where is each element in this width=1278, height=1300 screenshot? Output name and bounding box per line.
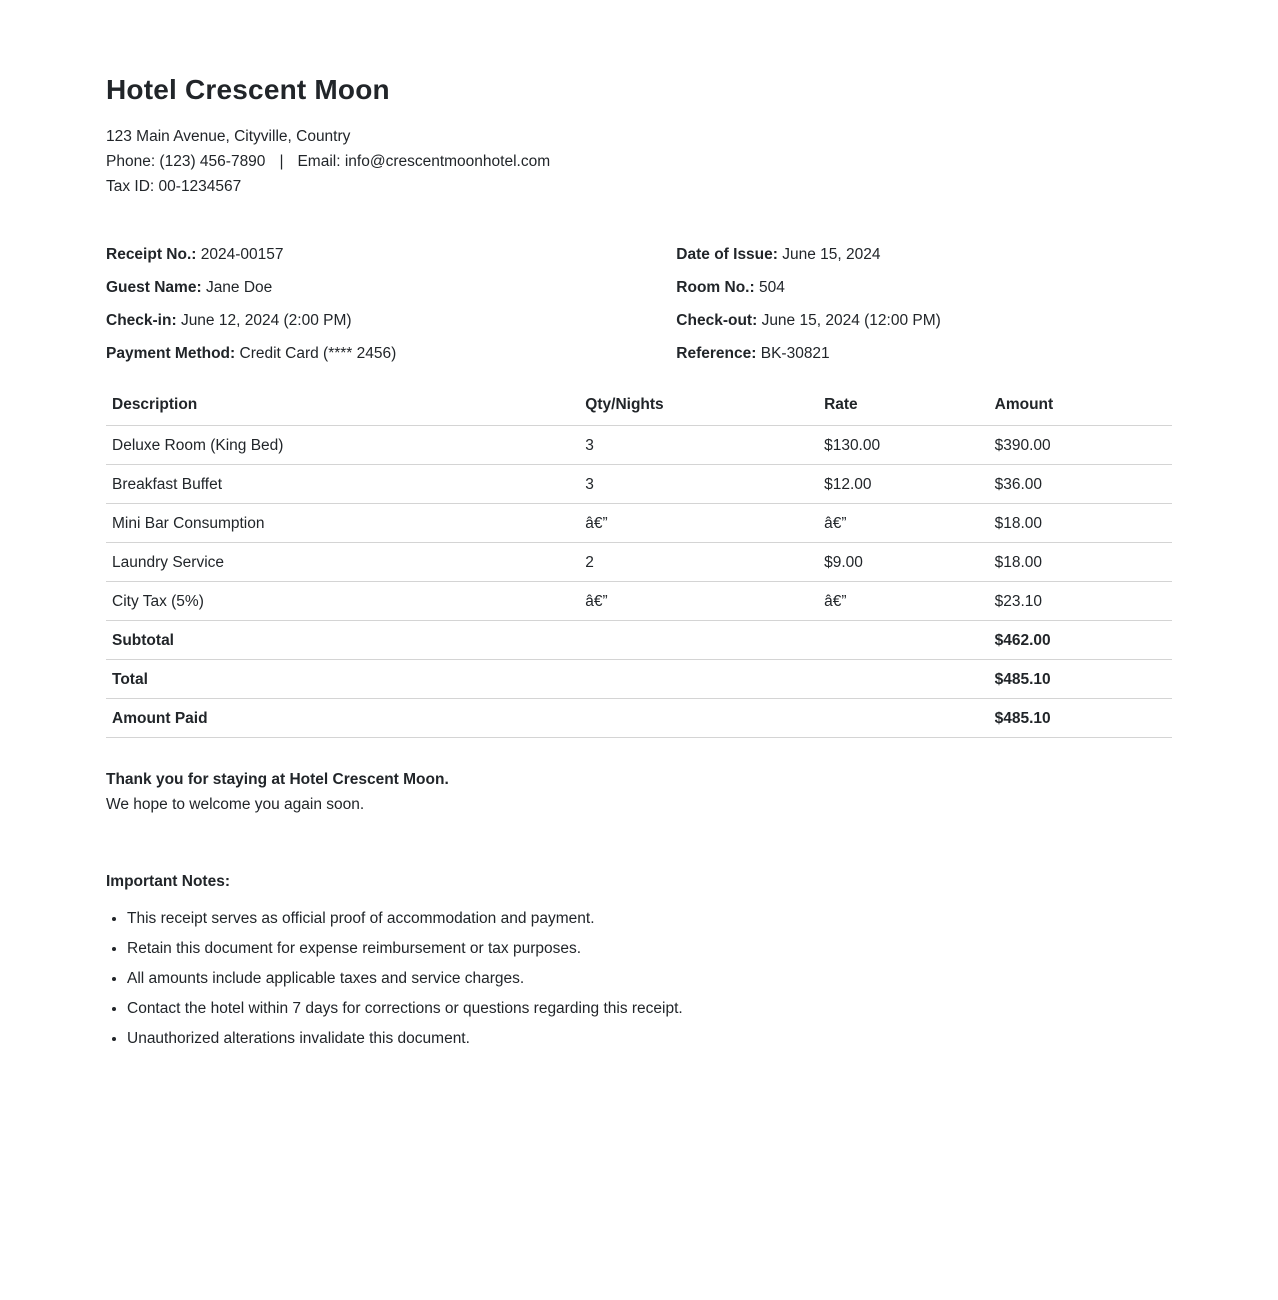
cell-qty: 2 xyxy=(579,543,818,582)
detail-value: June 15, 2024 xyxy=(782,246,881,263)
important-notes-title: Important Notes: xyxy=(106,873,230,890)
hotel-address: 123 Main Avenue, Cityville, Country xyxy=(106,128,351,145)
receipt-details xyxy=(106,245,1172,363)
detail-check-out xyxy=(676,311,1172,330)
amount-paid-row xyxy=(106,699,1172,738)
detail-value: June 15, 2024 (12:00 PM) xyxy=(761,312,941,329)
thank-you-section xyxy=(106,767,1172,817)
cell-amount: $23.10 xyxy=(989,582,1172,621)
cell-description: Mini Bar Consumption xyxy=(106,504,579,543)
cell-rate: $12.00 xyxy=(818,465,989,504)
detail-room-no xyxy=(676,278,1172,297)
detail-label: Check-out: xyxy=(676,312,758,329)
note-item: • Contact the hotel within 7 days for corrections or questions regarding this receipt. xyxy=(127,999,1172,1018)
important-notes-section xyxy=(106,872,1172,1048)
cell-rate: â€” xyxy=(818,582,989,621)
table-row xyxy=(106,426,1172,465)
details-right-column xyxy=(676,245,1172,363)
detail-value: 2024-00157 xyxy=(200,246,284,263)
cell-qty: â€” xyxy=(579,504,818,543)
cell-qty: 3 xyxy=(579,426,818,465)
thank-you-message: Thank you for staying at Hotel Crescent Moon. xyxy=(106,771,449,788)
detail-label: Guest Name: xyxy=(106,279,202,296)
detail-receipt-no xyxy=(106,245,676,264)
detail-value: Credit Card (**** 2456) xyxy=(239,345,397,362)
detail-reference xyxy=(676,344,1172,363)
details-left-column xyxy=(106,245,676,363)
important-notes-list xyxy=(106,909,1172,1048)
column-header-rate: Rate xyxy=(818,389,989,426)
subtotal-label: Subtotal xyxy=(106,621,989,660)
charges-table-body xyxy=(106,426,1172,621)
detail-value: BK-30821 xyxy=(760,345,830,362)
cell-description: Breakfast Buffet xyxy=(106,465,579,504)
welcome-again-message: We hope to welcome you again soon. xyxy=(106,796,365,813)
detail-check-in xyxy=(106,311,676,330)
hotel-email: Email: info@crescentmoonhotel.com xyxy=(297,153,551,170)
detail-value: Jane Doe xyxy=(205,279,273,296)
note-item: • All amounts include applicable taxes and service charges. xyxy=(127,969,1172,988)
hotel-contact-line xyxy=(106,149,1172,174)
charges-table-totals xyxy=(106,621,1172,738)
total-row xyxy=(106,660,1172,699)
hotel-name: Hotel Crescent Moon xyxy=(106,74,390,105)
detail-payment-method xyxy=(106,344,676,363)
cell-qty: 3 xyxy=(579,465,818,504)
column-header-amount: Amount xyxy=(989,389,1172,426)
table-row xyxy=(106,465,1172,504)
cell-amount: $36.00 xyxy=(989,465,1172,504)
contact-separator: | xyxy=(279,153,284,170)
header-row xyxy=(106,389,1172,426)
subtotal-value: $462.00 xyxy=(989,621,1172,660)
column-header-qty-nights: Qty/Nights xyxy=(579,389,818,426)
cell-amount: $18.00 xyxy=(989,504,1172,543)
hotel-phone: Phone: (123) 456-7890 xyxy=(106,153,266,170)
table-row xyxy=(106,582,1172,621)
detail-label: Room No.: xyxy=(676,279,755,296)
note-item: • Unauthorized alterations invalidate this document. xyxy=(127,1029,1172,1048)
cell-amount: $18.00 xyxy=(989,543,1172,582)
note-item: • This receipt serves as official proof of accommodation and payment. xyxy=(127,909,1172,928)
detail-label: Date of Issue: xyxy=(676,246,778,263)
charges-table-header xyxy=(106,389,1172,426)
column-header-description: Description xyxy=(106,389,579,426)
detail-guest-name xyxy=(106,278,676,297)
cell-description: Laundry Service xyxy=(106,543,579,582)
subtotal-row xyxy=(106,621,1172,660)
cell-rate: $9.00 xyxy=(818,543,989,582)
detail-value: 504 xyxy=(758,279,785,296)
table-row xyxy=(106,543,1172,582)
hotel-tax-id: Tax ID: 00-1234567 xyxy=(106,178,242,195)
detail-value: June 12, 2024 (2:00 PM) xyxy=(180,312,352,329)
total-value: $485.10 xyxy=(989,660,1172,699)
note-item: • Retain this document for expense reimbursement or tax purposes. xyxy=(127,939,1172,958)
cell-rate: $130.00 xyxy=(818,426,989,465)
cell-rate: â€” xyxy=(818,504,989,543)
charges-table xyxy=(106,389,1172,738)
cell-description: City Tax (5%) xyxy=(106,582,579,621)
amount-paid-label: Amount Paid xyxy=(106,699,989,738)
cell-description: Deluxe Room (King Bed) xyxy=(106,426,579,465)
total-label: Total xyxy=(106,660,989,699)
detail-label: Receipt No.: xyxy=(106,246,197,263)
detail-label: Check-in: xyxy=(106,312,177,329)
cell-qty: â€” xyxy=(579,582,818,621)
hotel-meta xyxy=(106,124,1172,199)
table-row xyxy=(106,504,1172,543)
amount-paid-value: $485.10 xyxy=(989,699,1172,738)
cell-amount: $390.00 xyxy=(989,426,1172,465)
detail-label: Payment Method: xyxy=(106,345,236,362)
receipt-header xyxy=(106,72,1172,199)
detail-label: Reference: xyxy=(676,345,757,362)
detail-date-of-issue xyxy=(676,245,1172,264)
